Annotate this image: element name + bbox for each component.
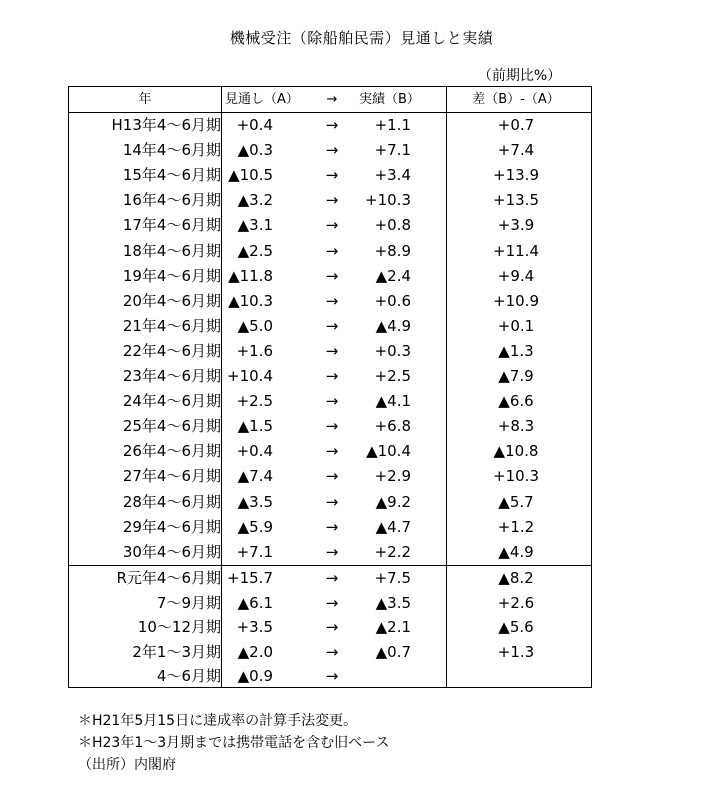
- row-actual: +0.8: [374, 216, 411, 235]
- page-title: 機械受注（除船舶民需）見通しと実績: [229, 29, 494, 47]
- row-year: 24年4～6月期: [122, 392, 221, 411]
- row-diff: ▲6.6: [498, 392, 534, 411]
- row-forecast: ▲11.8: [228, 266, 273, 285]
- row-forecast: ▲5.9: [237, 517, 273, 536]
- row-year: 29年4～6月期: [122, 517, 221, 536]
- row-arrow: →: [325, 316, 339, 335]
- row-forecast: +1.6: [236, 341, 273, 360]
- row-diff: ▲5.6: [498, 618, 534, 637]
- row-forecast: +7.1: [236, 542, 273, 561]
- row-year: R元年4～6月期: [116, 569, 221, 587]
- table-row: [69, 314, 591, 339]
- row-forecast: ▲10.3: [228, 291, 273, 310]
- row-forecast: ▲5.0: [237, 316, 273, 335]
- table-row: [69, 566, 591, 591]
- row-actual: +2.5: [374, 367, 411, 385]
- table-row: [69, 515, 591, 540]
- unit-label: （前期比%）: [477, 68, 562, 84]
- table-row: [69, 188, 591, 213]
- row-year: 26年4～6月期: [122, 442, 221, 461]
- row-diff: ▲5.7: [498, 492, 534, 511]
- table-row: [69, 239, 591, 264]
- row-forecast: +0.4: [236, 442, 273, 461]
- row-forecast: ▲1.5: [237, 417, 273, 436]
- header-diff: 差（B）-（A）: [472, 92, 560, 107]
- row-arrow: →: [325, 618, 339, 637]
- row-diff: ▲4.9: [498, 542, 534, 561]
- row-diff: ▲8.2: [498, 569, 534, 587]
- row-diff: +11.4: [493, 241, 539, 260]
- row-arrow: →: [325, 367, 339, 385]
- row-forecast: ▲3.5: [237, 492, 273, 511]
- row-actual: ▲3.5: [375, 593, 411, 612]
- table-row: [69, 591, 591, 616]
- row-arrow: →: [325, 241, 339, 260]
- row-diff: +0.7: [497, 116, 535, 134]
- note-1: ＊H21年5月15日に達成率の計算手法変更。: [78, 713, 358, 729]
- row-actual: +0.3: [374, 341, 411, 360]
- table-row: [69, 664, 591, 689]
- header-forecast: 見通し（A）: [225, 92, 299, 107]
- row-year: 28年4～6月期: [122, 492, 221, 511]
- row-actual: ▲2.1: [375, 618, 411, 637]
- row-arrow: →: [325, 141, 339, 160]
- table-row: [69, 490, 591, 515]
- table-row: [69, 414, 591, 439]
- row-year: 30年4～6月期: [122, 542, 221, 561]
- row-actual: ▲0.7: [375, 642, 411, 661]
- row-arrow: →: [325, 266, 339, 285]
- row-arrow: →: [325, 517, 339, 536]
- row-year: 23年4～6月期: [122, 367, 221, 385]
- row-actual: ▲4.7: [375, 517, 411, 536]
- row-year: 20年4～6月期: [122, 291, 221, 310]
- table-row: [69, 213, 591, 238]
- row-year: 18年4～6月期: [122, 241, 221, 260]
- row-year: 21年4～6月期: [122, 316, 221, 335]
- row-forecast: ▲3.2: [237, 191, 273, 210]
- row-year: 17年4～6月期: [122, 216, 221, 235]
- row-forecast: +0.4: [236, 116, 273, 134]
- row-diff: ▲1.3: [498, 341, 534, 360]
- source-note: （出所）内閣府: [78, 757, 176, 773]
- row-actual: +8.9: [374, 241, 411, 260]
- row-diff: +13.9: [493, 166, 539, 185]
- table-row: [69, 615, 591, 640]
- row-diff: +3.9: [497, 216, 535, 235]
- row-forecast: ▲2.5: [237, 241, 273, 260]
- row-year: 2年1～3月期: [132, 642, 221, 661]
- row-year: 16年4～6月期: [122, 191, 221, 210]
- row-arrow: →: [325, 216, 339, 235]
- row-year: 14年4～6月期: [122, 141, 221, 160]
- header-year: 年: [138, 92, 152, 107]
- row-diff: +2.6: [497, 593, 535, 612]
- notes: [78, 710, 389, 776]
- row-diff: +1.3: [497, 642, 535, 661]
- row-actual: +6.8: [374, 417, 411, 436]
- row-arrow: →: [325, 667, 339, 686]
- table-row: [69, 439, 591, 464]
- row-forecast: ▲10.5: [228, 166, 273, 185]
- row-diff: +13.5: [493, 191, 539, 210]
- row-diff: +0.1: [497, 316, 535, 335]
- row-year: 25年4～6月期: [122, 417, 221, 436]
- row-arrow: →: [325, 291, 339, 310]
- row-diff: ▲10.8: [493, 442, 539, 461]
- row-arrow: →: [325, 191, 339, 210]
- row-actual: +7.1: [374, 141, 411, 160]
- row-actual: +3.4: [374, 166, 411, 185]
- table-row: [69, 364, 591, 389]
- row-forecast: ▲7.4: [237, 467, 273, 486]
- row-year: H13年4～6月期: [111, 116, 221, 134]
- row-forecast: +3.5: [236, 618, 273, 637]
- table-row: [69, 289, 591, 314]
- row-year: 15年4～6月期: [122, 166, 221, 185]
- row-forecast: ▲0.9: [237, 667, 273, 686]
- row-forecast: +15.7: [227, 569, 273, 587]
- table-row: [69, 339, 591, 364]
- header-actual: 実績（B）: [359, 92, 420, 107]
- row-arrow: →: [325, 467, 339, 486]
- row-actual: +2.9: [374, 467, 411, 486]
- row-forecast: +10.4: [227, 367, 273, 385]
- row-arrow: →: [325, 642, 339, 661]
- row-year: 19年4～6月期: [122, 266, 221, 285]
- row-diff: +10.9: [493, 291, 539, 310]
- row-forecast: ▲6.1: [237, 593, 273, 612]
- row-arrow: →: [325, 542, 339, 561]
- table-row: [69, 389, 591, 414]
- row-actual: ▲4.1: [375, 392, 411, 411]
- row-forecast: +2.5: [236, 392, 273, 411]
- row-forecast: ▲2.0: [237, 642, 273, 661]
- row-diff: +7.4: [497, 141, 535, 160]
- row-actual: +10.3: [365, 191, 411, 210]
- row-diff: +10.3: [493, 467, 539, 486]
- row-actual: +0.6: [374, 291, 411, 310]
- row-actual: ▲9.2: [375, 492, 411, 511]
- table-row: [69, 163, 591, 188]
- row-arrow: →: [325, 341, 339, 360]
- row-year: 7～9月期: [156, 593, 221, 612]
- row-actual: ▲4.9: [375, 316, 411, 335]
- row-arrow: →: [325, 442, 339, 461]
- row-year: 4～6月期: [156, 667, 221, 686]
- row-actual: +7.5: [374, 569, 411, 587]
- row-arrow: →: [325, 166, 339, 185]
- row-actual: ▲2.4: [375, 266, 411, 285]
- data-table: [68, 86, 592, 688]
- table-row: [69, 138, 591, 163]
- row-arrow: →: [325, 116, 339, 134]
- row-year: 27年4～6月期: [122, 467, 221, 486]
- table-row: [69, 464, 591, 489]
- table-row: [69, 540, 591, 565]
- row-diff: ▲7.9: [498, 367, 534, 385]
- row-year: 10～12月期: [137, 618, 221, 637]
- row-actual: +2.2: [374, 542, 411, 561]
- row-arrow: →: [325, 392, 339, 411]
- row-arrow: →: [325, 492, 339, 511]
- row-forecast: ▲3.1: [237, 216, 273, 235]
- row-actual: ▲10.4: [366, 442, 411, 461]
- table-row: [69, 264, 591, 289]
- row-diff: +8.3: [497, 417, 535, 436]
- row-diff: +1.2: [497, 517, 535, 536]
- row-arrow: →: [325, 593, 339, 612]
- table-row: [69, 113, 591, 138]
- row-arrow: →: [325, 569, 339, 587]
- row-year: 22年4～6月期: [122, 341, 221, 360]
- row-diff: +9.4: [497, 266, 535, 285]
- note-2: ＊H23年1～3月期までは携帯電話を含む旧ベース: [78, 735, 390, 751]
- table-row: [69, 640, 591, 665]
- row-actual: +1.1: [374, 116, 411, 134]
- row-forecast: ▲0.3: [237, 141, 273, 160]
- row-arrow: →: [325, 417, 339, 436]
- header-arrow: →: [326, 92, 338, 107]
